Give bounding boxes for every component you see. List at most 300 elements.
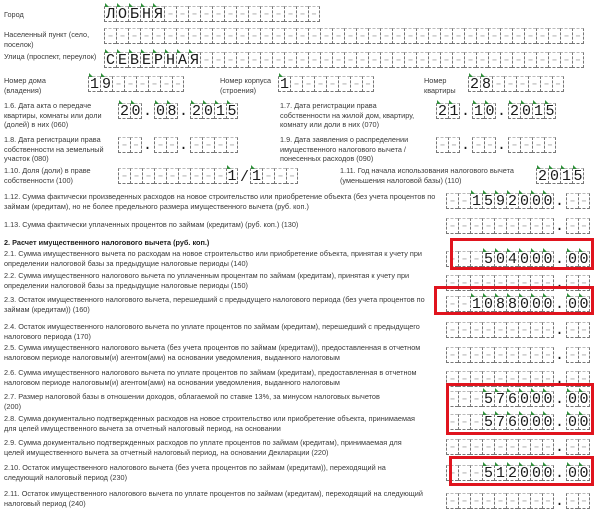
nas-punkt-field-cell: - <box>357 28 367 45</box>
ulitsa-field-cell: С <box>105 52 115 69</box>
f2-8-rub-cell: 0 <box>543 414 553 431</box>
f1-6-year-cell: 2 <box>191 103 201 120</box>
f1-10-numerator[interactable] <box>118 164 238 184</box>
f2-1-label: 2.1. Сумма имущественного вычета по расходам на новое строительство или приобретение объекта, принятая к учету при определении налоговой базы за предыдущие налоговые периоды (140) <box>4 249 422 268</box>
f2-5-rub[interactable] <box>446 343 554 363</box>
nas-punkt-field-cell: - <box>393 28 403 45</box>
nomer-kvartiry-field-cell: - <box>541 76 551 93</box>
nas-punkt-field-cell: - <box>369 28 379 45</box>
nas-punkt-field-cell: - <box>417 28 427 45</box>
f2-5-kop[interactable] <box>566 343 590 363</box>
f2-4-rub-cell: - <box>447 322 457 339</box>
f1-10-denominator-cell: - <box>263 168 273 185</box>
nas-punkt-field[interactable] <box>104 24 584 44</box>
f2-5-kop-cell: - <box>579 347 589 364</box>
f1-9-year-cell: - <box>509 137 519 154</box>
f2-7-sep: . <box>555 391 565 408</box>
nas-punkt-field-cell: - <box>549 28 559 45</box>
f2-11-rub-cell: - <box>543 493 553 510</box>
f2-7-rub-cell: 5 <box>483 391 493 408</box>
f2-5-rub-cell: - <box>543 347 553 364</box>
f2-6-rub-cell: - <box>543 371 553 388</box>
f1-6-month-cell: 8 <box>167 103 177 120</box>
ulitsa-field-cell: - <box>381 52 391 69</box>
f2-1-rub-cell: 0 <box>531 251 541 268</box>
f2-9-rub[interactable] <box>446 435 554 455</box>
f2-9-rub-cell: - <box>543 439 553 456</box>
ulitsa-field-cell: - <box>345 52 355 69</box>
f1-12-kop-cell: - <box>567 193 577 210</box>
f1-9-year[interactable] <box>508 133 556 153</box>
ulitsa-field-cell: Р <box>153 52 163 69</box>
f2-10-rub-cell: - <box>471 465 481 482</box>
f2-6-kop-cell: - <box>579 371 589 388</box>
ulitsa-field-cell: А <box>177 52 187 69</box>
f1-7-sep1: . <box>461 103 471 120</box>
ulitsa-field-cell: - <box>273 52 283 69</box>
f2-9-label: 2.9. Сумма документально подтвержденных расходов по уплате процентов по займам (кредитам), принимаемая для целей имущественного вычета за отчетный налоговый период, на основании Декларации (220) <box>4 438 402 457</box>
f1-10-denominator-cell: - <box>287 168 297 185</box>
f2-11-rub-cell: - <box>507 493 517 510</box>
f1-6-month-cell: 0 <box>155 103 165 120</box>
nas-punkt-field-cell: - <box>153 28 163 45</box>
nas-punkt-field-cell: - <box>249 28 259 45</box>
f1-9-month[interactable] <box>472 133 496 153</box>
f2-9-kop-cell: - <box>567 439 577 456</box>
nas-punkt-field-cell: - <box>513 28 523 45</box>
f1-11-field[interactable] <box>536 164 584 184</box>
f1-13-kop[interactable] <box>566 214 590 234</box>
f1-12-rub[interactable] <box>446 189 554 209</box>
nas-punkt-field-cell: - <box>345 28 355 45</box>
gorod-field-cell: - <box>177 6 187 23</box>
f2-11-rub-cell: - <box>531 493 541 510</box>
nomer-korpusa-field-cell: - <box>315 76 325 93</box>
f1-6-year-cell: 0 <box>203 103 213 120</box>
f2-6-rub-cell: - <box>531 371 541 388</box>
f2-3-rub-cell: - <box>459 296 469 313</box>
f2-10-rub-cell: 0 <box>519 465 529 482</box>
gorod-field-cell: - <box>261 6 271 23</box>
f1-11-field-cell: 5 <box>573 168 583 185</box>
f2-1-kop-cell: 0 <box>567 251 577 268</box>
nomer-korpusa-field-cell: - <box>363 76 373 93</box>
f2-2-rub-cell: - <box>447 275 457 292</box>
nas-punkt-field-cell: - <box>213 28 223 45</box>
nomer-doma-field-cell: 1 <box>89 76 99 93</box>
nas-punkt-field-cell: - <box>537 28 547 45</box>
f1-13-kop-cell: - <box>567 218 577 235</box>
f1-10-numerator-cell: - <box>179 168 189 185</box>
ulitsa-field-cell: - <box>465 52 475 69</box>
f2-3-sep: . <box>555 296 565 313</box>
nomer-doma-field-cell: - <box>149 76 159 93</box>
f2-11-rub-cell: - <box>483 493 493 510</box>
f1-10-numerator-cell: 1 <box>227 168 237 185</box>
f2-10-rub-cell: 0 <box>543 465 553 482</box>
nas-punkt-field-cell: - <box>261 28 271 45</box>
f2-8-rub-cell: 5 <box>483 414 493 431</box>
gorod-field-cell: - <box>285 6 295 23</box>
f1-10-numerator-cell: - <box>203 168 213 185</box>
f2-7-8-highlight <box>446 383 594 435</box>
f2-3-highlight <box>434 286 594 315</box>
f2-7-rub-cell: - <box>459 391 469 408</box>
f1-8-sep2: . <box>179 137 189 154</box>
f1-9-day-cell: - <box>449 137 459 154</box>
f2-9-rub-cell: - <box>459 439 469 456</box>
f2-5-rub-cell: - <box>471 347 481 364</box>
f1-10-numerator-cell: - <box>131 168 141 185</box>
f1-8-sep1: . <box>143 137 153 154</box>
nas-punkt-field-cell: - <box>465 28 475 45</box>
f1-10-numerator-cell: - <box>215 168 225 185</box>
f1-12-rub-cell: 2 <box>507 193 517 210</box>
f2-5-kop-cell: - <box>567 347 577 364</box>
f2-1-rub-cell: 0 <box>519 251 529 268</box>
f2-6-rub-cell: - <box>507 371 517 388</box>
ulitsa-field-cell: - <box>453 52 463 69</box>
ulitsa-field-cell: - <box>321 52 331 69</box>
f2-8-rub-cell: 0 <box>519 414 529 431</box>
f2-4-rub-cell: - <box>519 322 529 339</box>
f1-9-year-cell: - <box>545 137 555 154</box>
f2-9-rub-cell: - <box>507 439 517 456</box>
f2-11-rub[interactable] <box>446 489 554 509</box>
nas-punkt-field-cell: - <box>525 28 535 45</box>
f1-12-rub-cell: 0 <box>531 193 541 210</box>
f1-8-day[interactable] <box>118 133 142 153</box>
gorod-field-cell: - <box>273 6 283 23</box>
f1-6-year-cell: 5 <box>227 103 237 120</box>
f2-8-kop-cell: 0 <box>579 414 589 431</box>
f2-8-rub-cell: - <box>471 414 481 431</box>
f1-13-rub-cell: - <box>471 218 481 235</box>
f1-10-denominator-cell: 1 <box>251 168 261 185</box>
f2-7-rub-cell: - <box>447 391 457 408</box>
f2-4-kop[interactable] <box>566 318 590 338</box>
nas-punkt-field-cell: - <box>321 28 331 45</box>
f1-7-day[interactable] <box>436 99 460 119</box>
f2-9-rub-cell: - <box>471 439 481 456</box>
f2-5-label: 2.5. Сумма имущественного налогового вычета (без учета процентов по займам (кредитам)), предоставленная в отчетном налоговом периоде налоговым(и) агентом(ами) на основании уведомления, выданного налоговым <box>4 343 421 362</box>
f2-2-rub-cell: - <box>483 275 493 292</box>
f1-12-rub-cell: 1 <box>471 193 481 210</box>
ulitsa-field-cell: - <box>357 52 367 69</box>
nomer-korpusa-field-cell: - <box>303 76 313 93</box>
f1-10-denominator-cell: - <box>275 168 285 185</box>
f1-12-rub-cell: 0 <box>519 193 529 210</box>
f1-10-slash: / <box>240 169 250 186</box>
ulitsa-field-cell: - <box>333 52 343 69</box>
nas-punkt-field-cell: - <box>297 28 307 45</box>
nomer-korpusa-field-cell: 1 <box>279 76 289 93</box>
f1-12-rub-cell: 5 <box>483 193 493 210</box>
f1-9-day-cell: - <box>437 137 447 154</box>
nomer-doma-field-cell: - <box>173 76 183 93</box>
nas-punkt-field-cell: - <box>225 28 235 45</box>
f2-5-rub-cell: - <box>531 347 541 364</box>
f1-12-rub-cell: 0 <box>543 193 553 210</box>
f2-2-rub-cell: - <box>495 275 505 292</box>
nomer-korpusa-field-cell: - <box>351 76 361 93</box>
nomer-kvartiry-field-cell: - <box>553 76 563 93</box>
ulitsa-field-cell: - <box>369 52 379 69</box>
f2-9-rub-cell: - <box>483 439 493 456</box>
f2-6-kop-cell: - <box>567 371 577 388</box>
nas-punkt-field-cell: - <box>117 28 127 45</box>
f1-6-day-cell: 2 <box>119 103 129 120</box>
gorod-field-cell: - <box>225 6 235 23</box>
f2-5-rub-cell: - <box>507 347 517 364</box>
f1-7-month[interactable] <box>472 99 496 119</box>
f2-11-label: 2.11. Остаток имущественного налогового вычета по уплате процентов по займам (кредитам), переходящий на следующий налоговый период (240) <box>4 489 423 508</box>
gorod-field-cell: - <box>249 6 259 23</box>
f2-2-rub-cell: - <box>519 275 529 292</box>
f1-7-month-cell: 1 <box>473 103 483 120</box>
f2-2-label: 2.2. Сумма имущественного налогового вычета по уплаченным процентам по займам (кредитам), принятая к учету при определении налоговой базы за предыдущие налоговые периоды (150) <box>4 271 410 290</box>
f2-10-rub-cell: - <box>447 465 457 482</box>
nomer-kvartiry-field-cell: - <box>493 76 503 93</box>
nas-punkt-field-cell: - <box>105 28 115 45</box>
f2-10-kop-cell: 0 <box>579 465 589 482</box>
ulitsa-field-cell: - <box>513 52 523 69</box>
ulitsa-field-cell: В <box>129 52 139 69</box>
f2-1-rub-cell: 4 <box>507 251 517 268</box>
f2-4-kop-cell: - <box>567 322 577 339</box>
f2-11-kop[interactable] <box>566 489 590 509</box>
f1-7-year-cell: 5 <box>545 103 555 120</box>
gorod-field-cell: Л <box>105 6 115 23</box>
ulitsa-field-cell: Н <box>165 52 175 69</box>
f1-13-rub-cell: - <box>483 218 493 235</box>
f1-9-sep2: . <box>497 137 507 154</box>
f2-10-rub-cell: 0 <box>531 465 541 482</box>
f2-6-rub-cell: - <box>495 371 505 388</box>
f2-11-sep: . <box>555 493 565 510</box>
f2-1-rub-cell: - <box>471 251 481 268</box>
f1-8-month-cell: - <box>155 137 165 154</box>
f1-13-rub-cell: - <box>459 218 469 235</box>
f1-7-day-cell: 1 <box>449 103 459 120</box>
nas-punkt-label: Населенный пункт (село, поселок) <box>4 30 90 49</box>
ulitsa-field-cell: - <box>549 52 559 69</box>
f2-4-rub-cell: - <box>471 322 481 339</box>
f1-10-numerator-cell: - <box>167 168 177 185</box>
nas-punkt-field-cell: - <box>573 28 583 45</box>
f1-8-month[interactable] <box>154 133 178 153</box>
f1-13-rub-cell: - <box>447 218 457 235</box>
f2-3-rub-cell: 8 <box>507 296 517 313</box>
f1-7-year-cell: 1 <box>533 103 543 120</box>
nas-punkt-field-cell: - <box>237 28 247 45</box>
f2-4-rub-cell: - <box>531 322 541 339</box>
nas-punkt-field-cell: - <box>429 28 439 45</box>
f1-7-year-cell: 0 <box>521 103 531 120</box>
f1-6-sep1: . <box>143 103 153 120</box>
f2-1-rub-cell: 5 <box>483 251 493 268</box>
f2-1-rub-cell: - <box>447 251 457 268</box>
f1-13-rub-cell: - <box>507 218 517 235</box>
f1-12-rub-cell: 9 <box>495 193 505 210</box>
f2-10-rub-cell: - <box>459 465 469 482</box>
f2-7-rub-cell: - <box>471 391 481 408</box>
nomer-doma-field[interactable] <box>88 72 184 92</box>
f1-8-year-cell: - <box>191 137 201 154</box>
f2-8-rub-cell: 0 <box>531 414 541 431</box>
f2-4-rub-cell: - <box>507 322 517 339</box>
gorod-field-cell: - <box>297 6 307 23</box>
f2-7-rub-cell: 7 <box>495 391 505 408</box>
f2-11-rub-cell: - <box>471 493 481 510</box>
f1-10-numerator-cell: - <box>191 168 201 185</box>
ulitsa-field-cell: - <box>213 52 223 69</box>
f1-12-label: 1.12. Сумма фактически произведенных расходов на новое строительство или приобретение объекта (без учета процентов по займам (кредитам), но не более предельного размера имущественного вычета (руб. коп.) <box>4 192 436 211</box>
f2-10-label: 2.10. Остаток имущественного налогового вычета (без учета процентов по займам (кредитам)), переходящий на следующий налоговый период (230) <box>4 463 386 482</box>
f1-9-year-cell: - <box>521 137 531 154</box>
f2-7-kop-cell: 0 <box>567 391 577 408</box>
ulitsa-field-cell: - <box>429 52 439 69</box>
nas-punkt-field-cell: - <box>561 28 571 45</box>
gorod-field-cell: Б <box>129 6 139 23</box>
nomer-doma-field-cell: - <box>113 76 123 93</box>
nas-punkt-field-cell: - <box>333 28 343 45</box>
gorod-field-cell: - <box>165 6 175 23</box>
f2-1-rub-cell: 0 <box>495 251 505 268</box>
nas-punkt-field-cell: - <box>129 28 139 45</box>
f2-11-kop-cell: - <box>567 493 577 510</box>
gorod-field-cell: Н <box>141 6 151 23</box>
f2-7-rub-cell: 0 <box>543 391 553 408</box>
f2-9-kop[interactable] <box>566 435 590 455</box>
nomer-doma-field-cell: - <box>137 76 147 93</box>
f2-8-label: 2.8. Сумма документально подтвержденных расходов на новое строительство или приобретение объекта, принимаемая для целей имущественного вычета за отчетный налоговый период, на основании <box>4 414 415 433</box>
ulitsa-field[interactable] <box>104 48 584 68</box>
f1-6-year[interactable] <box>190 99 238 119</box>
f2-4-sep: . <box>555 322 565 339</box>
f1-10-numerator-cell: - <box>119 168 129 185</box>
nas-punkt-field-cell: - <box>453 28 463 45</box>
gorod-field-cell: Я <box>153 6 163 23</box>
nas-punkt-field-cell: - <box>381 28 391 45</box>
f2-1-sep: . <box>555 251 565 268</box>
f2-3-kop-cell: 0 <box>567 296 577 313</box>
f2-6-rub-cell: - <box>471 371 481 388</box>
ulitsa-field-cell: - <box>561 52 571 69</box>
f1-9-sep1: . <box>461 137 471 154</box>
nas-punkt-field-cell: - <box>177 28 187 45</box>
f1-9-month-cell: - <box>485 137 495 154</box>
f2-3-label: 2.3. Остаток имущественного налогового вычета, перешедший с предыдущего налогового периода (без учета процентов по займам (кредитам)) (160) <box>4 295 425 314</box>
f1-8-label: 1.8. Дата регистрации права собственности на земельный участок (080) <box>4 135 104 164</box>
f2-11-kop-cell: - <box>579 493 589 510</box>
f1-13-sep: . <box>555 218 565 235</box>
gorod-field-cell: - <box>201 6 211 23</box>
f2-1-rub-cell: 0 <box>543 251 553 268</box>
nomer-kvartiry-field[interactable] <box>468 72 564 92</box>
f2-6-sep: . <box>555 371 565 388</box>
ulitsa-field-cell: - <box>489 52 499 69</box>
ulitsa-field-cell: - <box>249 52 259 69</box>
f1-13-rub-cell: - <box>519 218 529 235</box>
ulitsa-field-cell: - <box>393 52 403 69</box>
f2-5-rub-cell: - <box>483 347 493 364</box>
gorod-field[interactable] <box>104 2 320 22</box>
ulitsa-field-cell: - <box>297 52 307 69</box>
f1-12-kop[interactable] <box>566 189 590 209</box>
f2-4-rub[interactable] <box>446 318 554 338</box>
ulitsa-field-cell: - <box>285 52 295 69</box>
f2-3-rub-cell: 8 <box>495 296 505 313</box>
nomer-kvartiry-field-cell: - <box>517 76 527 93</box>
f1-7-year[interactable] <box>508 99 556 119</box>
f2-4-rub-cell: - <box>459 322 469 339</box>
f2-6-rub-cell: - <box>519 371 529 388</box>
f2-4-kop-cell: - <box>579 322 589 339</box>
f2-7-kop-cell: 0 <box>579 391 589 408</box>
f1-12-rub-cell: - <box>459 193 469 210</box>
f2-5-rub-cell: - <box>447 347 457 364</box>
nas-punkt-field-cell: - <box>477 28 487 45</box>
ulitsa-field-cell: - <box>309 52 319 69</box>
f2-8-kop-cell: 0 <box>567 414 577 431</box>
f1-10-denominator[interactable] <box>250 164 298 184</box>
nomer-doma-label: Номер дома (владения) <box>4 76 46 95</box>
nomer-kvartiry-field-cell: - <box>529 76 539 93</box>
nas-punkt-field-cell: - <box>441 28 451 45</box>
nomer-korpusa-field-cell: - <box>291 76 301 93</box>
gorod-field-cell: О <box>117 6 127 23</box>
f1-8-year[interactable] <box>190 133 238 153</box>
f1-13-rub[interactable] <box>446 214 554 234</box>
f2-4-rub-cell: - <box>543 322 553 339</box>
ulitsa-field-cell: - <box>237 52 247 69</box>
ulitsa-field-cell: Я <box>189 52 199 69</box>
nomer-korpusa-field-cell: - <box>327 76 337 93</box>
f2-3-rub-cell: 0 <box>483 296 493 313</box>
f1-6-month[interactable] <box>154 99 178 119</box>
f2-5-rub-cell: - <box>459 347 469 364</box>
f2-4-label: 2.4. Остаток имущественного налогового вычета по уплате процентов по займам (кредитам), перешедший с предыдущего налогового периода (170) <box>4 322 420 341</box>
f1-10-numerator-cell: - <box>143 168 153 185</box>
f1-9-year-cell: - <box>533 137 543 154</box>
f1-13-rub-cell: - <box>543 218 553 235</box>
f2-7-rub-cell: 0 <box>531 391 541 408</box>
f2-3-kop-cell: 0 <box>579 296 589 313</box>
f2-8-rub-cell: - <box>459 414 469 431</box>
f1-6-sep2: . <box>179 103 189 120</box>
f1-8-month-cell: - <box>167 137 177 154</box>
f2-2-kop-cell: - <box>567 275 577 292</box>
f1-9-month-cell: - <box>473 137 483 154</box>
f1-8-day-cell: - <box>119 137 129 154</box>
f2-11-rub-cell: - <box>519 493 529 510</box>
nomer-doma-field-cell: 9 <box>101 76 111 93</box>
f1-12-kop-cell: - <box>579 193 589 210</box>
f1-6-label: 1.6. Дата акта о передаче квартиры, комнаты или доли (долей) в них (060) <box>4 101 102 130</box>
nas-punkt-field-cell: - <box>405 28 415 45</box>
f1-8-day-cell: - <box>131 137 141 154</box>
f1-6-day[interactable] <box>118 99 142 119</box>
f2-8-rub-cell: 6 <box>507 414 517 431</box>
f2-4-rub-cell: - <box>495 322 505 339</box>
ulitsa-field-cell: - <box>405 52 415 69</box>
nas-punkt-field-cell: - <box>489 28 499 45</box>
f2-7-label: 2.7. Размер налоговой базы в отношении доходов, облагаемой по ставке 13%, за минусом налоговых вычетов (200) <box>4 392 380 411</box>
nomer-korpusa-field[interactable] <box>278 72 374 92</box>
f2-3-rub-cell: 1 <box>471 296 481 313</box>
f1-9-day[interactable] <box>436 133 460 153</box>
